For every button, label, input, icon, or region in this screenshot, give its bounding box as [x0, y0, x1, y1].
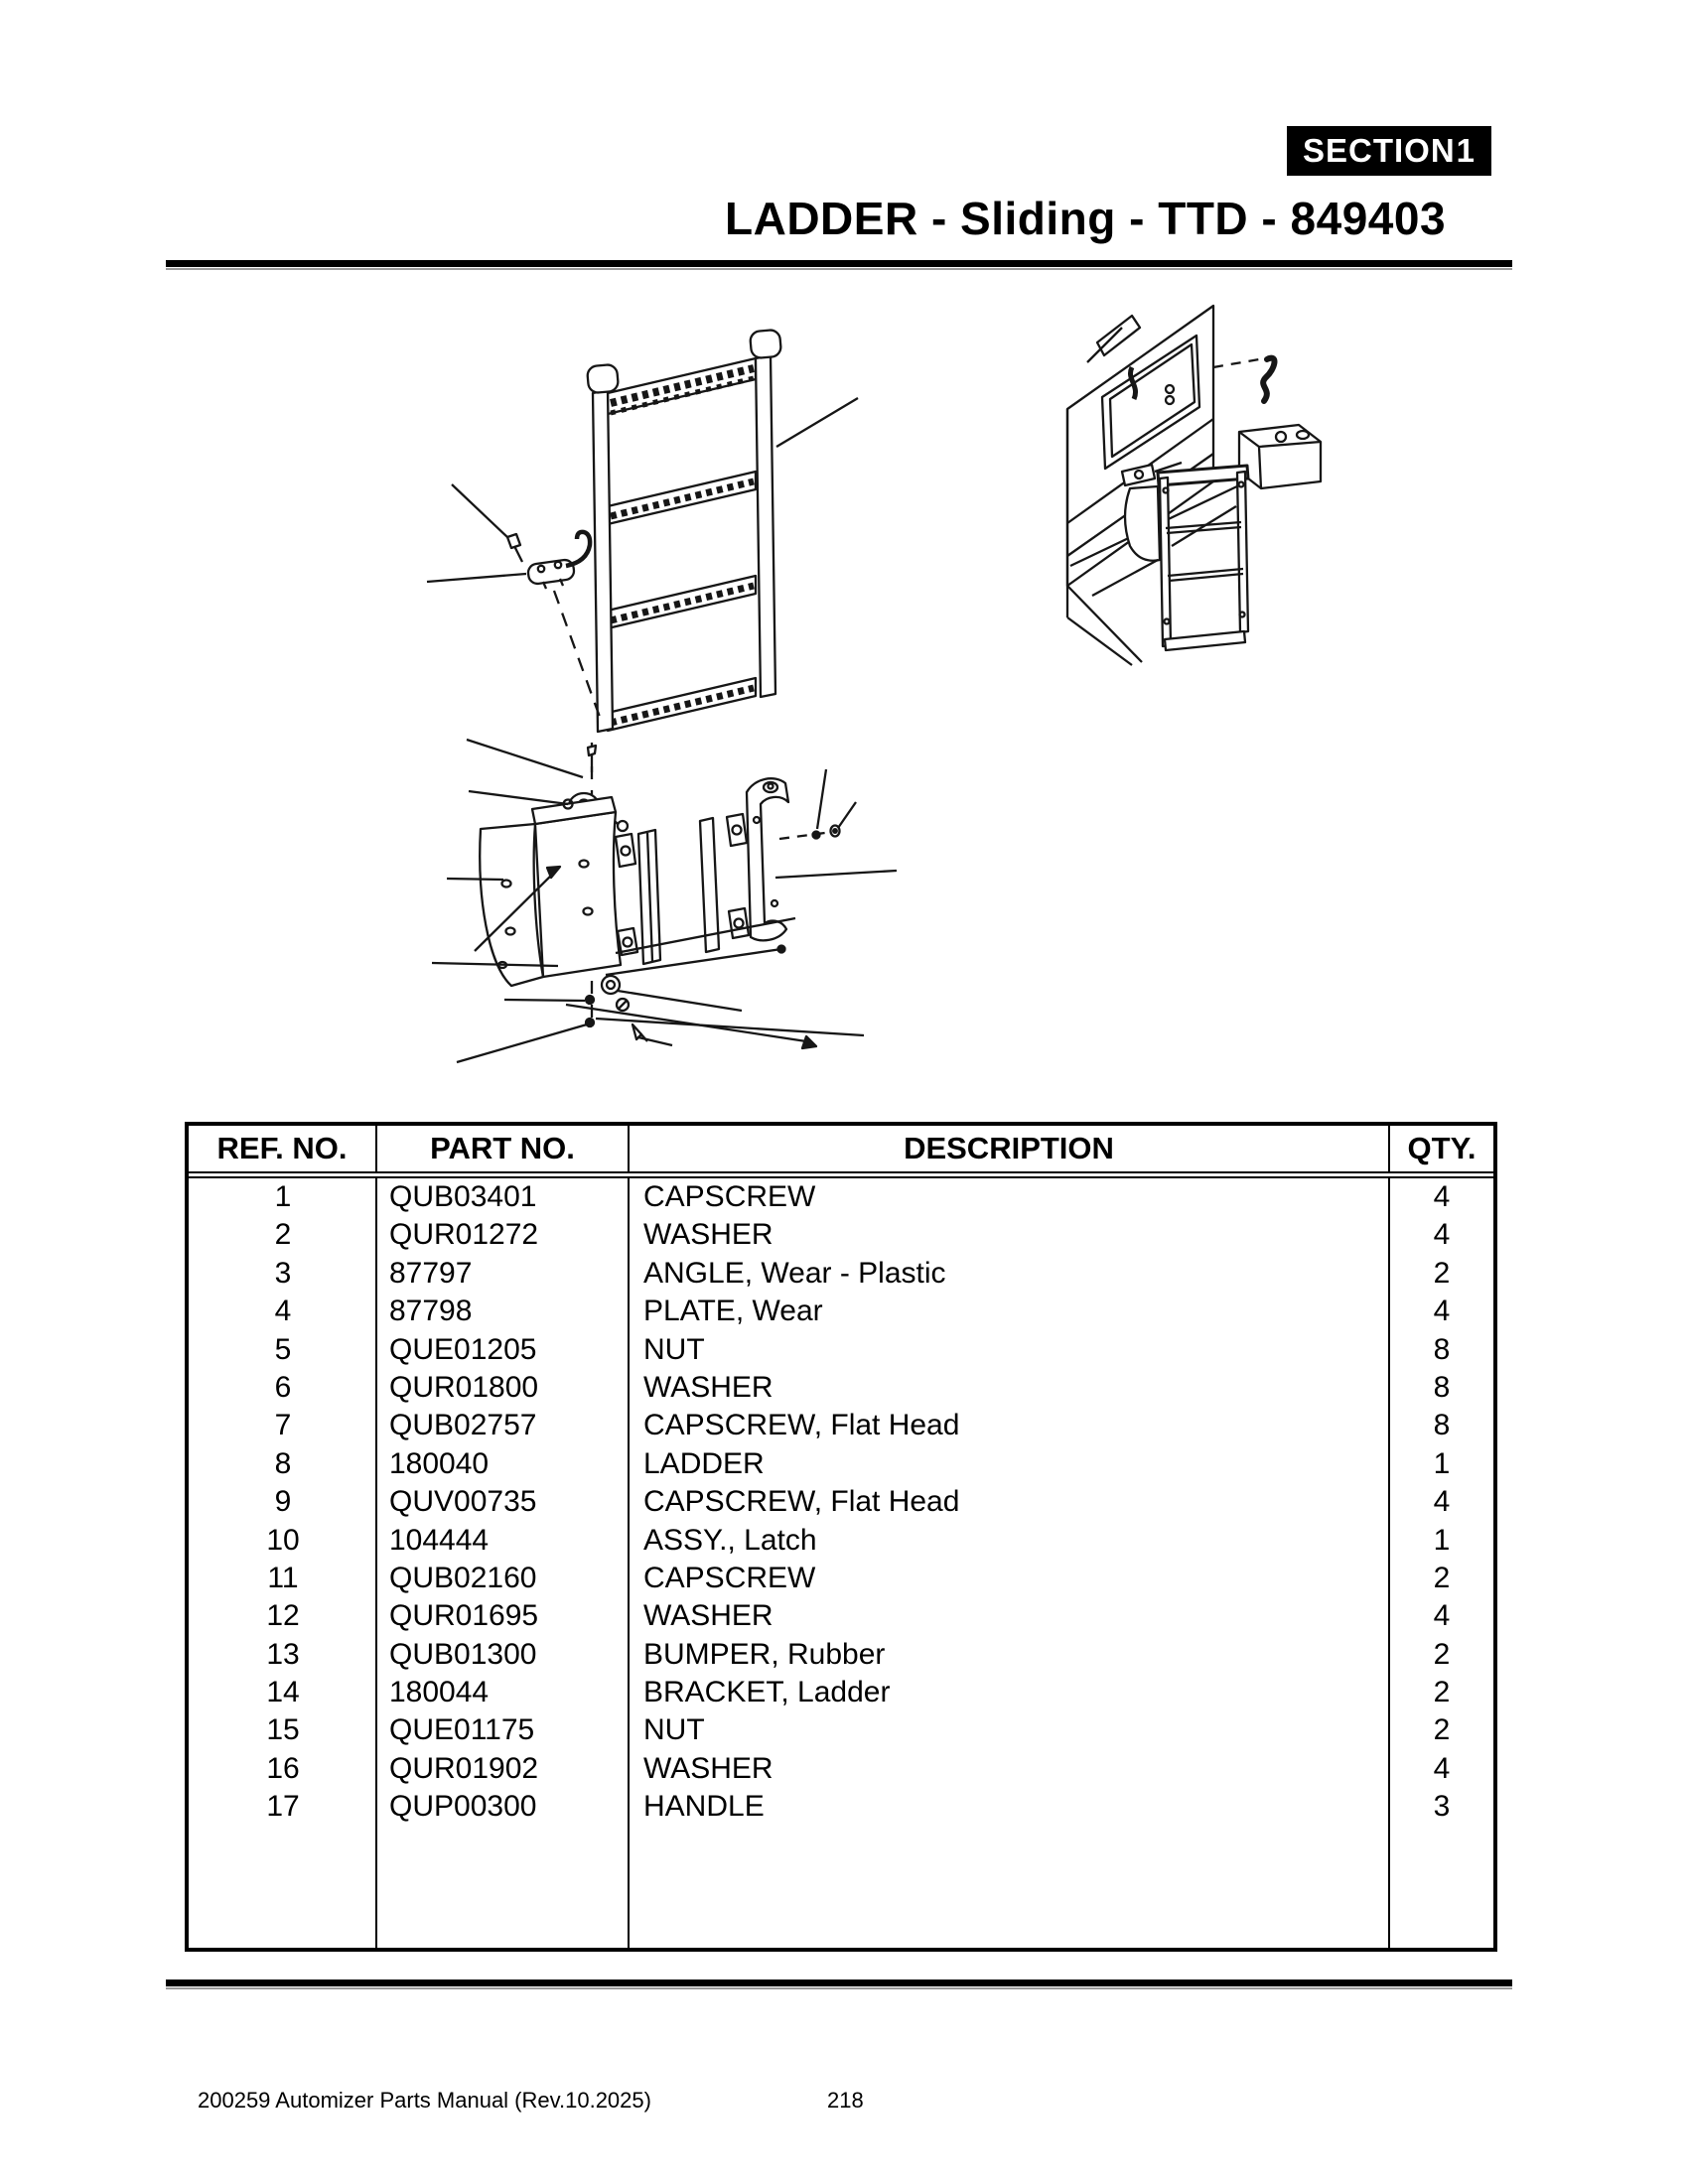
- cell-ref-no: 7: [274, 1409, 292, 1442]
- table-row: [189, 1407, 1493, 1444]
- footer-rule: [166, 1979, 1512, 1989]
- cell-description: CAPSCREW, Flat Head: [643, 1409, 960, 1442]
- cell-part-no: QUB02160: [389, 1561, 537, 1594]
- latch-assembly-drawing: [427, 484, 601, 720]
- ladder-drawing: [587, 330, 858, 732]
- col-header-description: DESCRIPTION: [630, 1126, 1390, 1171]
- cell-part-no: QUR01695: [389, 1599, 539, 1633]
- cell-ref-no: 15: [266, 1713, 300, 1747]
- cell-part-no: 180044: [389, 1676, 490, 1709]
- cell-description: ASSY., Latch: [643, 1523, 817, 1557]
- cell-qty: 2: [1433, 1637, 1451, 1671]
- col-header-qty: QTY.: [1407, 1131, 1477, 1165]
- table-row: [189, 1674, 1493, 1711]
- table-row: [189, 1369, 1493, 1407]
- col-header-ref-no: REF. NO.: [189, 1126, 377, 1171]
- cell-part-no: QUV00735: [389, 1485, 537, 1519]
- cell-ref-no: 9: [274, 1485, 292, 1519]
- cell-description: BRACKET, Ladder: [643, 1676, 891, 1709]
- table-row: [189, 1636, 1493, 1674]
- cell-part-no: QUP00300: [389, 1790, 537, 1824]
- cell-part-no: QUE01205: [389, 1332, 537, 1366]
- cell-qty: 8: [1433, 1409, 1451, 1442]
- cell-ref-no: 5: [274, 1332, 292, 1366]
- cell-description: NUT: [643, 1332, 705, 1366]
- cell-qty: 1: [1433, 1446, 1451, 1480]
- table-row: [189, 1750, 1493, 1788]
- cell-qty: 4: [1433, 1295, 1451, 1328]
- cell-part-no: QUE01175: [389, 1713, 535, 1747]
- cell-part-no: 104444: [389, 1523, 490, 1557]
- table-row: [189, 1522, 1493, 1560]
- table-row: [189, 1255, 1493, 1293]
- section-badge: [1287, 126, 1491, 176]
- cell-description: ANGLE, Wear - Plastic: [643, 1256, 946, 1290]
- cell-ref-no: 3: [274, 1256, 292, 1290]
- cell-part-no: 180040: [389, 1446, 490, 1480]
- cell-qty: 2: [1433, 1713, 1451, 1747]
- exploded-view-diagram: [99, 268, 1390, 1102]
- section-badge-number: 1: [1456, 132, 1476, 169]
- cell-qty: 2: [1433, 1256, 1451, 1290]
- cell-description: LADDER: [643, 1446, 765, 1480]
- cell-description: BUMPER, Rubber: [643, 1637, 886, 1671]
- cell-qty: 4: [1433, 1485, 1451, 1519]
- cell-ref-no: 6: [274, 1370, 292, 1404]
- cell-part-no: 87798: [389, 1295, 473, 1328]
- cell-ref-no: 14: [266, 1676, 300, 1709]
- cell-part-no: QUR01902: [389, 1751, 539, 1785]
- cell-ref-no: 2: [274, 1218, 292, 1252]
- table-row: [189, 1560, 1493, 1597]
- cell-description: CAPSCREW: [643, 1561, 816, 1594]
- cell-qty: 4: [1433, 1751, 1451, 1785]
- cell-description: WASHER: [643, 1751, 774, 1785]
- footer-page-number: 218: [827, 2088, 864, 2113]
- table-row: [189, 1711, 1493, 1749]
- cell-qty: 1: [1433, 1523, 1451, 1557]
- cell-ref-no: 8: [274, 1446, 292, 1480]
- table-row: [189, 1178, 1493, 1216]
- parts-table: [185, 1122, 1497, 1952]
- cell-description: HANDLE: [643, 1790, 765, 1824]
- cell-qty: 2: [1433, 1561, 1451, 1594]
- cell-qty: 8: [1433, 1370, 1451, 1404]
- cell-qty: 3: [1433, 1790, 1451, 1824]
- cell-part-no: QUB02757: [389, 1409, 537, 1442]
- table-row: [189, 1293, 1493, 1330]
- col-header-part-no: PART NO.: [377, 1126, 630, 1171]
- cell-description: CAPSCREW: [643, 1180, 816, 1213]
- cell-ref-no: 10: [266, 1523, 300, 1557]
- cell-description: WASHER: [643, 1218, 774, 1252]
- cell-part-no: 87797: [389, 1256, 473, 1290]
- cell-ref-no: 11: [267, 1561, 299, 1594]
- cell-qty: 8: [1433, 1332, 1451, 1366]
- table-body: [189, 1178, 1493, 1948]
- cell-part-no: QUB01300: [389, 1637, 537, 1671]
- footer-manual-title: 200259 Automizer Parts Manual (Rev.10.2025): [198, 2088, 651, 2113]
- cell-ref-no: 13: [266, 1637, 300, 1671]
- cell-description: NUT: [643, 1713, 705, 1747]
- cell-description: PLATE, Wear: [643, 1295, 823, 1328]
- page-title: LADDER - Sliding - TTD - 849403: [725, 193, 1447, 244]
- column-divider: [375, 1178, 377, 1948]
- cell-part-no: QUR01800: [389, 1370, 539, 1404]
- cell-ref-no: 4: [274, 1295, 292, 1328]
- cell-ref-no: 1: [274, 1180, 292, 1213]
- cell-qty: 4: [1433, 1218, 1451, 1252]
- cell-description: CAPSCREW, Flat Head: [643, 1485, 960, 1519]
- installed-view-drawing: [1067, 306, 1321, 665]
- cell-ref-no: 16: [266, 1751, 300, 1785]
- table-row: [189, 1445, 1493, 1483]
- cell-qty: 4: [1433, 1180, 1451, 1213]
- cell-ref-no: 17: [266, 1790, 300, 1824]
- table-row: [189, 1331, 1493, 1369]
- cell-description: WASHER: [643, 1370, 774, 1404]
- cell-qty: 4: [1433, 1599, 1451, 1633]
- table-row: [189, 1597, 1493, 1635]
- table-row: [189, 1216, 1493, 1254]
- parts-table-header: [189, 1126, 1493, 1178]
- cell-qty: 2: [1433, 1676, 1451, 1709]
- bracket-assembly-drawing: [432, 740, 897, 1062]
- table-row: [189, 1483, 1493, 1521]
- cell-part-no: QUB03401: [389, 1180, 537, 1213]
- cell-ref-no: 12: [266, 1599, 300, 1633]
- column-divider: [1388, 1178, 1390, 1948]
- table-row: [189, 1788, 1493, 1826]
- section-badge-label: SECTION: [1303, 132, 1456, 169]
- cell-part-no: QUR01272: [389, 1218, 539, 1252]
- column-divider: [628, 1178, 630, 1948]
- cell-description: WASHER: [643, 1599, 774, 1633]
